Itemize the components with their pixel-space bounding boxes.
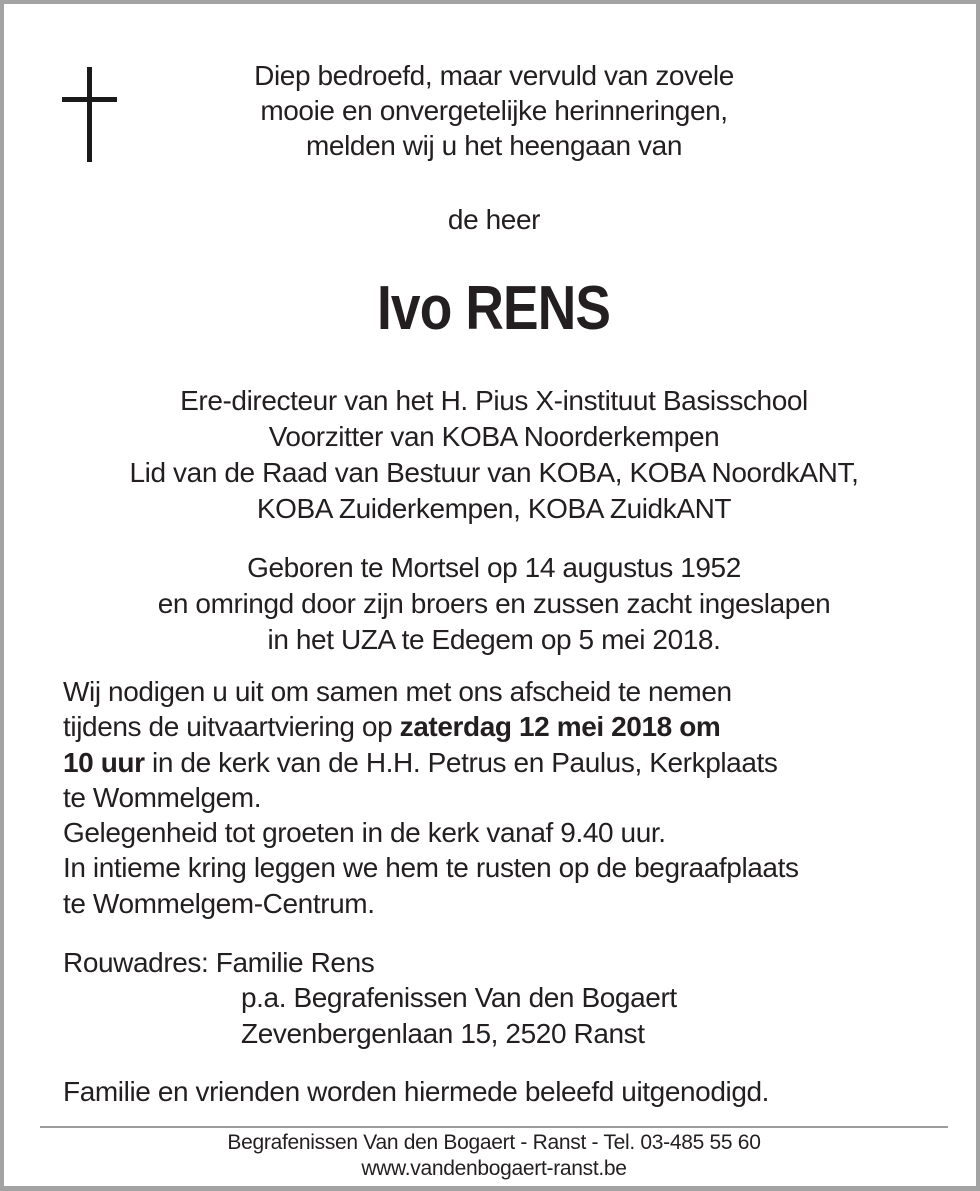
invitation-line-2 <box>63 709 799 744</box>
closing-line: Familie en vrienden worden hiermede beleefd uitgenodigd. <box>63 1076 770 1107</box>
invitation-line-5: Gelegenheid tot groeten in de kerk vanaf 9.40 uur. <box>63 817 666 849</box>
title-line-4: KOBA Zuiderkempen, KOBA ZuidkANT <box>256 493 732 524</box>
invitation-line-2-prefix: tijdens de uitvaartviering op <box>63 711 400 743</box>
deceased-name <box>4 274 980 344</box>
footer-divider <box>40 1126 948 1128</box>
intro-line-3: melden wij u het heengaan van <box>305 130 682 161</box>
mourning-address <box>63 945 677 1051</box>
funeral-date: zaterdag 12 mei 2018 om <box>399 711 721 743</box>
invitation-paragraph <box>63 674 799 921</box>
title-line-1: Ere-directeur van het H. Pius X-instituut Basisschool <box>180 385 808 416</box>
title-line-3: Lid van de Raad van Bestuur van KOBA, KOBA NoordkANT, <box>129 457 859 488</box>
intro-line-2: mooie en onvergetelijke herinneringen, <box>260 95 728 126</box>
life-line-2: en omringd door zijn broers en zussen zacht ingeslapen <box>157 588 831 619</box>
salutation: de heer <box>447 204 541 235</box>
invitation-line-4: te Wommelgem. <box>63 781 262 813</box>
invitation-line-7: te Wommelgem-Centrum. <box>63 887 375 919</box>
invitation-line-3-suffix: in de kerk van de H.H. Petrus en Paulus, Kerkplaats <box>144 746 778 778</box>
invitation-line-3 <box>63 745 799 780</box>
life-line-3: in het UZA te Edegem op 5 mei 2018. <box>267 624 721 655</box>
deceased-name-text: Ivo RENS <box>377 274 611 343</box>
intro-line-1: Diep bedroefd, maar vervuld van zovele <box>254 60 734 91</box>
mourning-address-line-2: p.a. Begrafenissen Van den Bogaert <box>241 982 677 1014</box>
invitation-line-1: Wij nodigen u uit om samen met ons afscheid te nemen <box>63 676 732 707</box>
mourning-address-line-3: Zevenbergenlaan 15, 2520 Ranst <box>241 1017 645 1049</box>
mourning-address-label: Rouwadres: Familie Rens <box>63 947 375 978</box>
footer-website: www.vandenbogaert-ranst.be <box>361 1157 627 1180</box>
title-line-2: Voorzitter van KOBA Noorderkempen <box>268 421 720 452</box>
funeral-time: 10 uur <box>63 746 145 778</box>
footer-contact: Begrafenissen Van den Bogaert - Ranst - Tel. 03-485 55 60 <box>227 1131 761 1154</box>
invitation-line-6: In intieme kring leggen we hem te rusten op de begraafplaats <box>63 852 799 884</box>
life-line-1: Geboren te Mortsel op 14 augustus 1952 <box>247 552 741 583</box>
